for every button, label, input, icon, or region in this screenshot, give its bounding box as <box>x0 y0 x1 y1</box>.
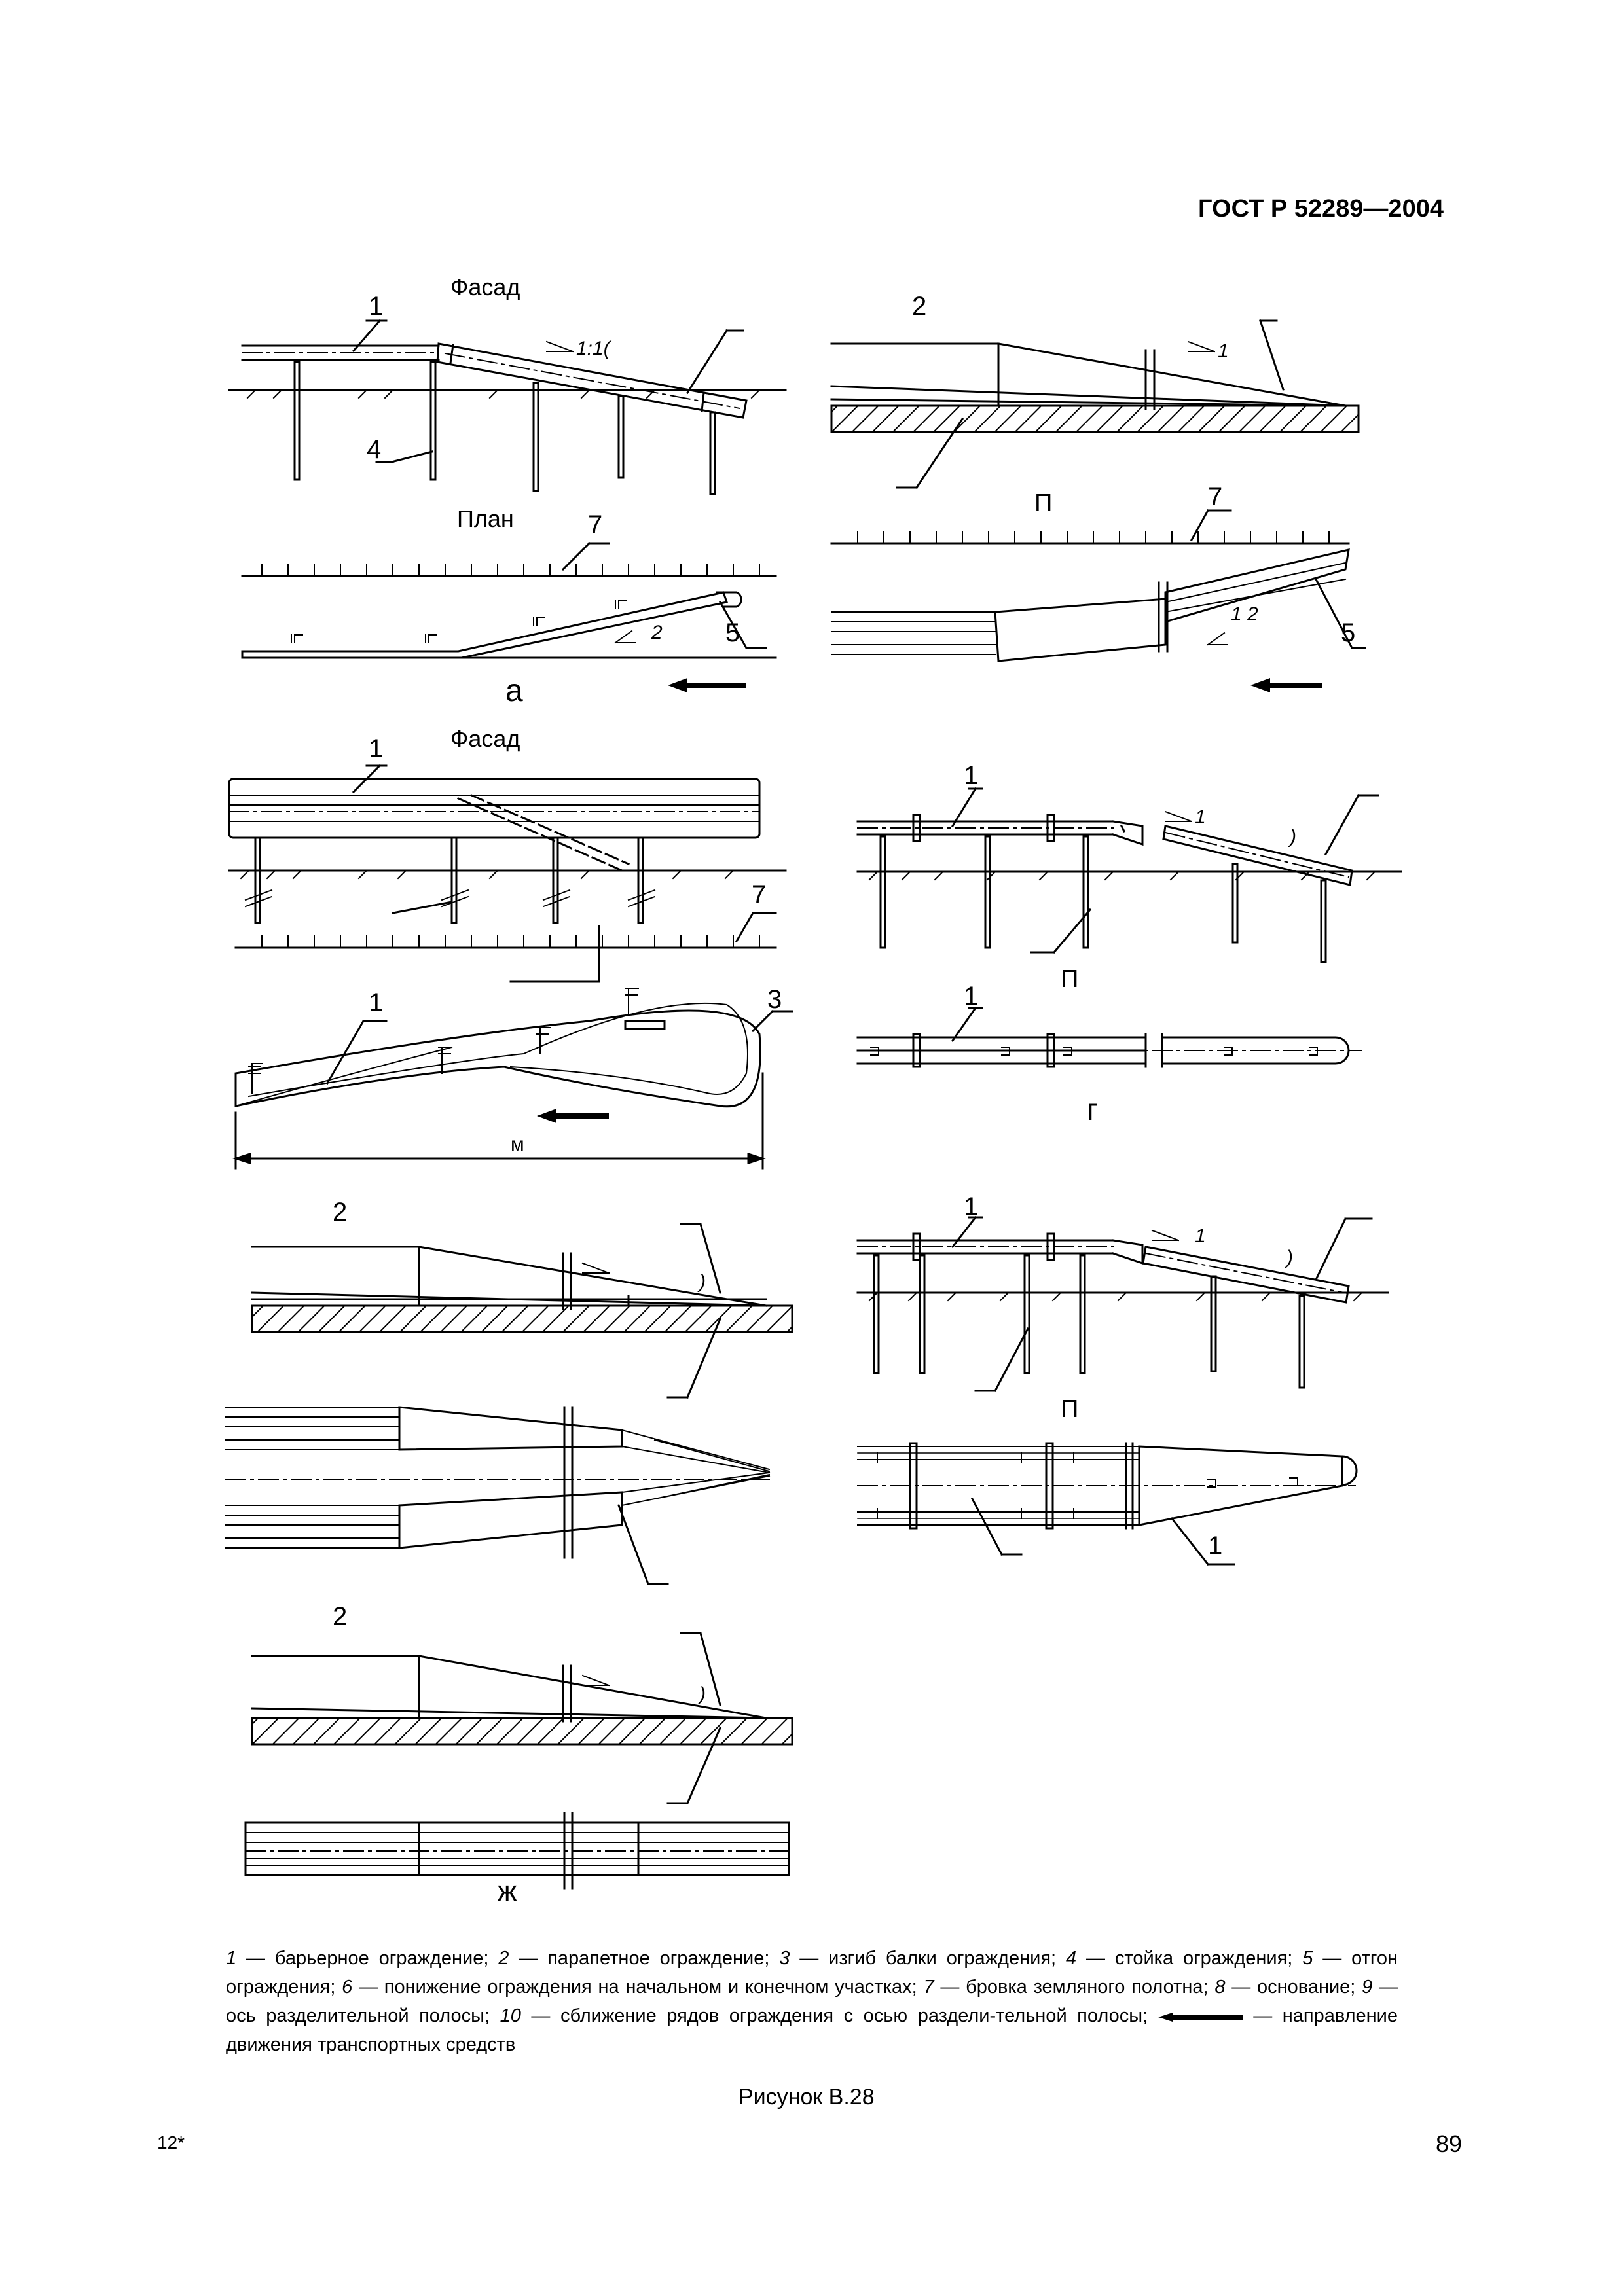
view-letter-a: а <box>505 673 523 708</box>
view-letter-p2: П <box>1061 965 1079 993</box>
callout-2: 2 <box>333 1198 348 1227</box>
callout-4: 4 <box>367 435 382 464</box>
panel-b-plan <box>831 511 1365 661</box>
slope-label: ) <box>699 1683 706 1705</box>
callout-1: 1 <box>369 734 384 763</box>
callout-1: 1 <box>964 1193 979 1221</box>
slope-label: 1 <box>1218 340 1229 362</box>
panel-b-facade <box>831 321 1359 488</box>
slope-label: 1 <box>1195 806 1206 828</box>
view-letter-g: г <box>1087 1092 1098 1126</box>
panel-f-facade <box>858 1217 1388 1391</box>
direction-arrow-b <box>1250 678 1322 692</box>
view-label-facade-a: Фасад <box>450 274 520 300</box>
direction-arrow-a <box>668 678 746 692</box>
dimension-label: м <box>511 1134 524 1155</box>
slope-label: 1:1( <box>576 338 610 359</box>
slope-label: ) <box>1290 826 1296 848</box>
standard-designation: ГОСТ Р 52289—2004 <box>1198 195 1444 223</box>
view-letter-p1: П <box>1034 490 1053 517</box>
direction-arrow-c <box>537 1109 609 1123</box>
direction-arrow-icon <box>1158 2013 1243 2022</box>
callout-1: 1 <box>369 292 384 321</box>
panel-a-facade <box>229 321 786 494</box>
panel-d-plan <box>858 1008 1362 1067</box>
signature-mark: 12* <box>157 2132 185 2153</box>
panel-g-plan <box>246 1813 789 1888</box>
callout-1: 1 <box>369 988 384 1017</box>
panel-g-facade <box>252 1633 792 1803</box>
panel-c-plan <box>236 913 792 1168</box>
panel-a-plan <box>242 543 776 658</box>
callout-7: 7 <box>588 511 603 539</box>
callout-7: 7 <box>752 880 767 909</box>
callout-7: 7 <box>1208 482 1223 511</box>
callout-1: 1 <box>964 982 979 1011</box>
view-letter-zh: ж <box>498 1875 517 1907</box>
slope-label: ) <box>699 1271 706 1293</box>
callout-3: 3 <box>767 985 782 1014</box>
slope-label: 1 2 <box>1231 603 1258 625</box>
callout-5: 5 <box>1341 619 1356 647</box>
callout-5: 5 <box>725 619 740 647</box>
panel-c-facade <box>229 766 786 923</box>
slope-label: ) <box>1286 1247 1293 1268</box>
callout-1: 1 <box>964 761 979 790</box>
callout-1: 1 <box>1208 1532 1223 1560</box>
panel-f-plan <box>858 1217 1357 1564</box>
view-letter-p3: П <box>1061 1395 1079 1423</box>
panel-e-plan <box>226 1407 773 1584</box>
figure-title: Рисунок В.28 <box>739 2085 875 2109</box>
page-number: 89 <box>1436 2130 1463 2157</box>
panel-d-facade <box>858 789 1401 962</box>
slope-label: 1 <box>1195 1225 1206 1247</box>
view-label-plan-a: План <box>457 505 514 532</box>
view-label-facade-2: Фасад <box>450 725 520 752</box>
slope-label: 2 <box>651 622 663 643</box>
figure-legend: 1 — барьерное ограждение; 2 — парапетное ограждение; 3 — изгиб балки ограждения; 4 — стойка ограждения; 5 — отгон ограждения; 6 — понижение ограждения на начальном и конечном участках; 7 — бровка земляного полотна; 8 — основание; 9 — ось разделительной полосы; 10 — сближение рядов ограждения с осью раздели-тельной полосы; — направление движения транспортных средств <box>226 1948 1398 2056</box>
panel-e-facade <box>252 1224 792 1397</box>
callout-2: 2 <box>333 1602 348 1631</box>
callout-2: 2 <box>912 292 927 321</box>
